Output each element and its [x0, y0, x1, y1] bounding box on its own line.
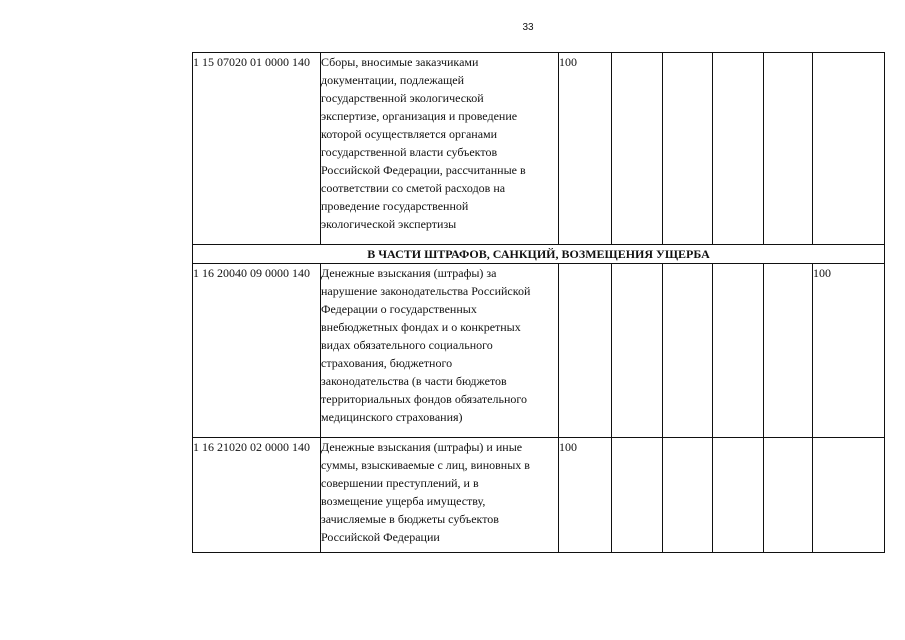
norm-value-cell: [612, 438, 663, 553]
description-line: проведение государственной: [321, 199, 469, 213]
description-line: государственной власти субъектов: [321, 145, 498, 159]
description-line: суммы, взыскиваемые с лиц, виновных в: [321, 458, 530, 472]
norm-value-cell: [713, 53, 764, 245]
norm-value-cell: [713, 264, 764, 438]
description-line: территориальных фондов обязательного: [321, 392, 528, 406]
description-line: документации, подлежащей: [321, 73, 465, 87]
description-line: соответствии со сметой расходов на: [321, 181, 506, 195]
norm-value-cell: [713, 438, 764, 553]
norm-value-cell: 100: [559, 53, 612, 245]
norm-value-cell: [612, 53, 663, 245]
section-row: [193, 245, 885, 264]
description-line: страхования, бюджетного: [321, 356, 453, 370]
norm-value-cell: [663, 264, 713, 438]
norm-value-cell: [663, 53, 713, 245]
norm-value-cell: 100: [813, 264, 885, 438]
norm-value-cell: [764, 264, 813, 438]
norm-value-cell: [663, 438, 713, 553]
description-line: которой осуществляется органами: [321, 127, 498, 141]
description-line: медицинского страхования): [321, 410, 463, 424]
section-title: В ЧАСТИ ШТРАФОВ, САНКЦИЙ, ВОЗМЕЩЕНИЯ УЩЕРБА: [193, 245, 885, 264]
description-line: возмещение ущерба имуществу,: [321, 494, 486, 508]
norm-value-cell: [813, 438, 885, 553]
description-line: экологической экспертизы: [321, 217, 457, 231]
table-row: [193, 438, 885, 553]
description-line: Денежные взыскания (штрафы) за: [321, 266, 497, 280]
description-line: Денежные взыскания (штрафы) и иные: [321, 440, 523, 454]
description-line: законодательства (в части бюджетов: [321, 374, 507, 388]
kbk-code: 1 16 21020 02 0000 140: [193, 438, 321, 553]
description-line: внебюджетных фондах и о конкретных: [321, 320, 521, 334]
norm-value-cell: [764, 438, 813, 553]
description-line: зачисляемые в бюджеты субъектов: [321, 512, 499, 526]
kbk-code: 1 15 07020 01 0000 140: [193, 53, 321, 245]
income-description: [321, 53, 559, 245]
description-line: Российской Федерации: [321, 530, 440, 544]
kbk-code: 1 16 20040 09 0000 140: [193, 264, 321, 438]
description-line: Российской Федерации, рассчитанные в: [321, 163, 526, 177]
norm-value-cell: 100: [559, 438, 612, 553]
norm-value-cell: [764, 53, 813, 245]
description-line: видах обязательного социального: [321, 338, 493, 352]
page-number: 33: [522, 22, 534, 33]
income-description: [321, 438, 559, 553]
table-row: [193, 264, 885, 438]
description-line: экспертизе, организация и проведение: [321, 109, 518, 123]
description-line: нарушение законодательства Российской: [321, 284, 531, 298]
revenue-classification-table: [192, 52, 885, 553]
description-line: Федерации о государственных: [321, 302, 477, 316]
norm-value-cell: [612, 264, 663, 438]
income-description: [321, 264, 559, 438]
description-line: Сборы, вносимые заказчиками: [321, 55, 479, 69]
norm-value-cell: [559, 264, 612, 438]
description-line: государственной экологической: [321, 91, 484, 105]
description-line: совершении преступлений, и в: [321, 476, 479, 490]
norm-value-cell: [813, 53, 885, 245]
table-row: [193, 53, 885, 245]
